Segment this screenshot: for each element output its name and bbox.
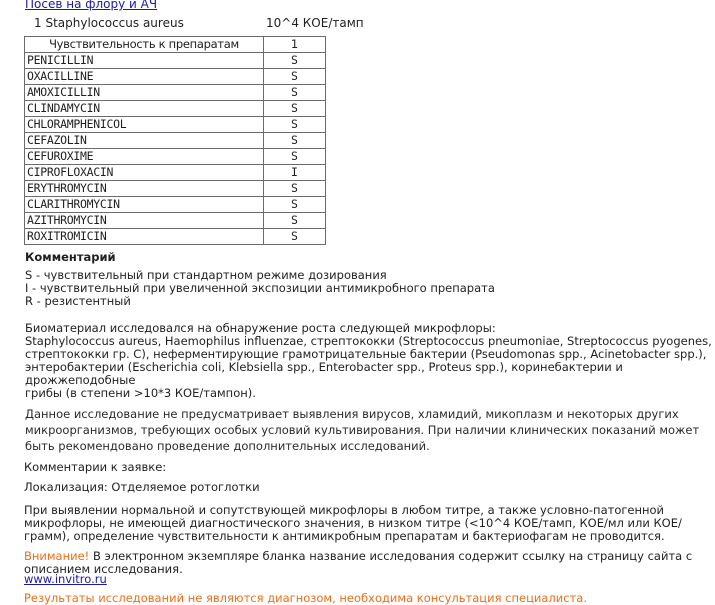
drug-result: S: [264, 181, 326, 197]
drug-name: AZITHROMYCIN: [25, 213, 264, 229]
sensitivity-legend: [25, 269, 495, 308]
comment-title: Комментарий: [25, 250, 116, 264]
table-row: [25, 133, 326, 149]
legend-line: R - резистентный: [25, 294, 131, 308]
drug-name: OXACILLINE: [25, 69, 264, 85]
table-header-row: [25, 37, 326, 53]
drug-result: S: [264, 229, 326, 245]
drug-name: CLINDAMYCIN: [25, 101, 264, 117]
localization-text: Локализация: Отделяемое ротоглотки: [24, 480, 260, 494]
legend-line: S - чувствительный при стандартном режиме дозирования: [25, 268, 387, 282]
table-header-label: Чувствительность к препаратам: [25, 37, 264, 53]
drug-result: S: [264, 117, 326, 133]
table-row: [25, 197, 326, 213]
drug-name: CHLORAMPHENICOL: [25, 117, 264, 133]
attention-label: Внимание!: [24, 549, 90, 563]
order-comments-label: Комментарии к заявке:: [24, 460, 167, 474]
drug-name: CEFUROXIME: [25, 149, 264, 165]
table-row: [25, 69, 326, 85]
drug-result: S: [264, 101, 326, 117]
drug-name: AMOXICILLIN: [25, 85, 264, 101]
drug-result: S: [264, 149, 326, 165]
table-row: [25, 149, 326, 165]
drug-name: CEFAZOLIN: [25, 133, 264, 149]
drug-result: I: [264, 165, 326, 181]
drug-name: ERYTHROMYCIN: [25, 181, 264, 197]
biomaterial-line: Staphylococcus aureus, Haemophilus influenzae, стрептококки (Streptococcus pneumoniae, Streptococcus pyogenes,: [25, 334, 712, 348]
drug-result: S: [264, 197, 326, 213]
study-limitation-note: Данное исследование не предусматривает выявления вирусов, хламидий, микоплазм и некоторых других микроорганизмов, требующих особых условий культивирования. При наличии клинических показаний может быть рекомендовано проведение дополнительных исследований.: [25, 407, 700, 453]
attention-notice: [24, 550, 704, 576]
drug-name: PENICILLIN: [25, 53, 264, 69]
biomaterial-description: [25, 322, 715, 400]
detection-rules-text: При выявлении нормальной и сопутствующей микрофлоры в любом титре, а также условно-патогенной микрофлоры, не имеющей диагностического значения, в низком титре (<10^4 КОЕ/тамп, КОЕ/мл или КОЕ/грамм), определение чувствительности к антимикробным препаратам и бактериофагам не проводится.: [24, 503, 682, 543]
disclaimer-text: Результаты исследований не являются диагнозом, необходима консультация специалиста.: [24, 591, 587, 605]
drug-result: S: [264, 213, 326, 229]
biomaterial-line: энтеробактерии (Escherichia coli, Klebsiella spp., Enterobacter spp., Proteus spp.), коринебактерии и дрожжеподобные: [25, 360, 623, 387]
table-row: [25, 181, 326, 197]
test-title-link[interactable]: Посев на флору и АЧ: [25, 0, 158, 11]
table-row: [25, 229, 326, 245]
sensitivity-table: [24, 36, 326, 245]
table-row: [25, 53, 326, 69]
drug-result: S: [264, 133, 326, 149]
biomaterial-line: стрептококки гр. C), неферментирующие грамотрицательные бактерии (Pseudomonas spp., Acinetobacter spp.),: [25, 347, 707, 361]
table-row: [25, 101, 326, 117]
site-link[interactable]: www.invitro.ru: [24, 572, 107, 586]
table-row: [25, 117, 326, 133]
organism-name: Staphylococcus aureus: [45, 16, 184, 30]
biomaterial-line: грибы (в степени >10*3 КОЕ/тампон).: [25, 386, 256, 400]
biomaterial-line: Биоматериал исследовался на обнаружение роста следующей микрофлоры:: [25, 321, 496, 335]
attention-text: В электронном экземпляре бланка название исследования содержит ссылку на страницу сайта с описанием исследования.: [24, 549, 693, 576]
organism-index: 1: [34, 16, 42, 30]
table-row: [25, 213, 326, 229]
drug-name: CLARITHROMYCIN: [25, 197, 264, 213]
table-header-col: 1: [264, 37, 326, 53]
drug-result: S: [264, 53, 326, 69]
drug-name: CIPROFLOXACIN: [25, 165, 264, 181]
organism-count: 10^4 КОЕ/тамп: [266, 16, 364, 30]
drug-result: S: [264, 85, 326, 101]
organism-row: [34, 16, 364, 30]
legend-line: I - чувствительный при увеличенной экспозиции антимикробного препарата: [25, 281, 495, 295]
drug-name: ROXITROMICIN: [25, 229, 264, 245]
table-row: [25, 165, 326, 181]
drug-result: S: [264, 69, 326, 85]
table-row: [25, 85, 326, 101]
